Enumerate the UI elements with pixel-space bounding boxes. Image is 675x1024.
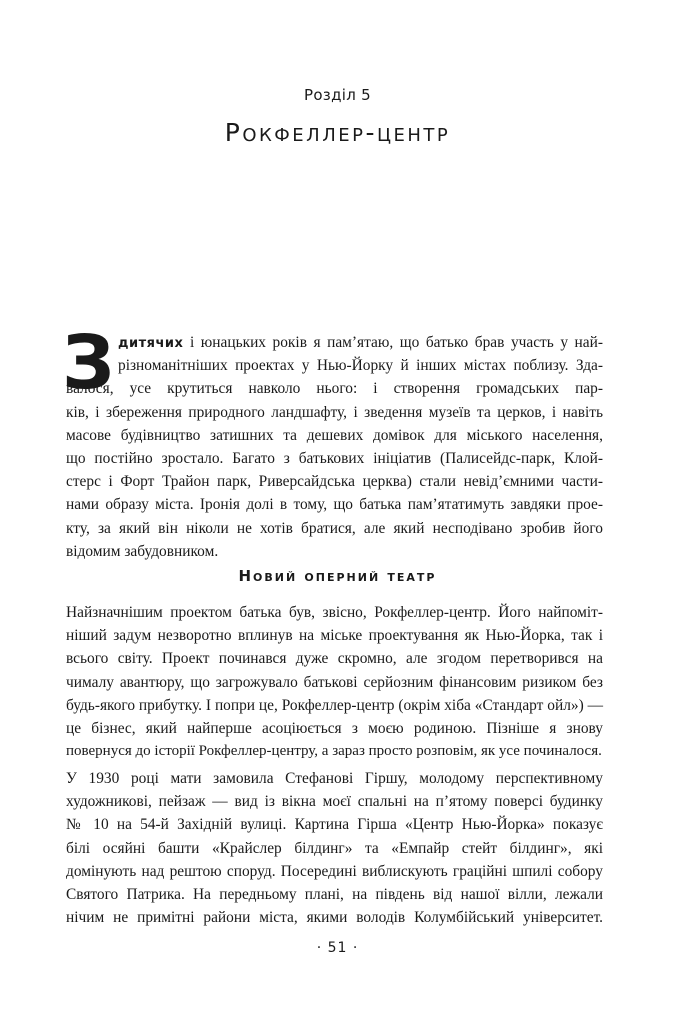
paragraph-line: будь-якого прибутку. І попри це, Рокфеллер-центр (окрім хіба «Стандарт ойл») —: [66, 696, 603, 714]
page-number: · 51 ·: [316, 940, 359, 956]
section-heading: Новий оперний театр: [238, 567, 437, 585]
drop-cap: З: [62, 320, 115, 406]
paragraph-line: Найзначнішим проектом батька був, звісно, Рокфеллер-центр. Його найпоміт-: [66, 604, 603, 621]
paragraph-line: всього світу. Проект починався дуже скромно, але згодом перетворився на: [66, 650, 603, 668]
paragraph-line: повернуся до історії Рокфеллер-центру, а зараз просто розповім, як усе починалося.: [66, 743, 602, 760]
chapter-title: Рокфеллер-центр: [224, 118, 451, 147]
intro-paragraph: [66, 331, 603, 563]
paragraph-line: У 1930 році мати замовила Стефанові Гіршу, молодому перспективному: [66, 770, 603, 787]
body-paragraph: [66, 601, 603, 763]
paragraph-line: білі осяйні башти «Крайслер білдинг» та «Емпайр стейт білдинг», які: [66, 839, 603, 857]
paragraph-line: № 10 на 54-й Західній вулиці. Картина Гірша «Центр Нью-Йорка» показує: [66, 816, 603, 834]
paragraph-line: відомим забудовником.: [66, 542, 219, 560]
paragraph-line: нами образу міста. Іронія долі в тому, що батька пам’ятатимуть завдяки прое-: [66, 496, 603, 514]
paragraph-line: що постійно зростало. Багато з батькових ініціатив (Палисейдс-парк, Клой-: [66, 449, 603, 467]
paragraph-line: домінують над рештою споруд. Посередині виблискують граційні шпилі собору: [66, 862, 603, 880]
paragraph-line: стерс і Форт Трайон парк, Риверсайдська церква) стали невід’ємними части-: [66, 473, 603, 491]
line-text: і юнацьких років я пам’ятаю, що батько брав участь у най-: [183, 334, 603, 351]
paragraph-line: різноманітніших проектах у Нью-Йорку й інших містах поблизу. Зда-: [118, 357, 603, 375]
paragraph-line: художникові, пейзаж — вид із вікна моєї спальні на п’ятому поверсі будинку: [66, 793, 603, 811]
paragraph-line: нічим не примітні райони міста, якими володів Колумбійський університет.: [66, 909, 603, 927]
paragraph-line: кту, за який він ніколи не хотів братися, але який несподівано зробив його: [66, 519, 603, 537]
paragraph-line: [66, 331, 603, 354]
paragraph-line: масове будівництво затишних та дешевих домівок для міського населення,: [66, 426, 603, 444]
paragraph-line: чималу авантюру, що загрожувало батькові серйозним фінансовим ризиком без: [66, 673, 603, 691]
lead-word: дитячих: [118, 336, 184, 351]
paragraph-line: Святого Патрика. На передньому плані, на південь від нашої вілли, лежали: [66, 885, 603, 903]
chapter-label: Розділ 5: [303, 86, 372, 104]
paragraph-line: ніший задум незворотно вплинув на міське проектування як Нью-Йорка, так і: [66, 627, 603, 645]
paragraph-line: ків, і збереження природного ландшафту, і зведення музеїв та церков, і навіть: [66, 403, 603, 421]
body-paragraph: [66, 767, 603, 929]
paragraph-line: це бізнес, який найперше асоціюється з моєю родиною. Пізніше я знову: [66, 719, 603, 737]
paragraph-line: валося, усе крутиться навколо нього: і створення громадських пар-: [66, 380, 603, 398]
